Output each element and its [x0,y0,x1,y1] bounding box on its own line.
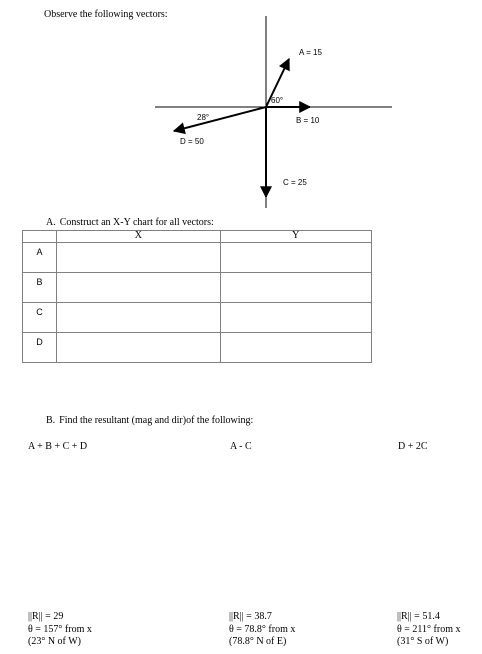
header-blank [23,231,57,243]
problem-1-answer [28,611,92,649]
vector-b-label: B = 10 [296,116,320,125]
problem-2-angle: θ = 78.8° from x [229,623,296,635]
header-y: Y [220,231,371,243]
table-header-row [23,231,372,243]
cell-b-x[interactable] [57,273,220,303]
cell-d-y[interactable] [220,333,371,363]
part-b-text: Find the resultant (mag and dir)of the following: [59,415,254,426]
vector-diagram [0,0,482,220]
cell-b-y[interactable] [220,273,371,303]
angle-d-label: 28° [197,113,210,122]
row-label-a: A [23,243,57,273]
cell-a-y[interactable] [220,243,371,273]
cell-c-x[interactable] [57,303,220,333]
vector-d-label: D = 50 [180,137,204,146]
intro-text: Observe the following vectors: [44,9,168,20]
row-label-d: D [23,333,57,363]
problem-2-magnitude: ||R|| = 38.7 [229,611,272,622]
vector-a-label: A = 15 [299,48,322,57]
table-row [23,243,372,273]
table-row [23,333,372,363]
cell-d-x[interactable] [57,333,220,363]
problem-1-angle: θ = 157° from x [28,623,92,635]
problem-2-expression: A - C [230,441,252,452]
problem-1-direction: (23° N of W) [28,636,81,647]
part-a-text: Construct an X-Y chart for all vectors: [59,217,214,228]
problem-3-answer [397,611,461,649]
problem-3-magnitude: ||R|| = 51.4 [397,611,440,622]
problem-3-expression: D + 2C [398,441,428,452]
problem-1-expression: A + B + C + D [28,441,88,452]
problem-2-answer [229,611,295,649]
xy-chart-table [22,230,372,363]
header-x: X [57,231,220,243]
cell-c-y[interactable] [220,303,371,333]
part-b-instruction [46,415,257,426]
problem-3-direction: (31° S of W) [397,636,449,647]
vector-c-label: C = 25 [283,178,307,187]
row-label-b: B [23,273,57,303]
vector-d-arrow [174,107,266,131]
table-row [23,303,372,333]
row-label-c: C [23,303,57,333]
problem-1-magnitude: ||R|| = 29 [28,611,64,622]
cell-a-x[interactable] [57,243,220,273]
part-a-instruction [46,217,218,228]
angle-a-label: 60° [271,96,284,105]
part-b-letter: B. [46,415,56,426]
table-row [23,273,372,303]
problem-3-angle: θ = 211° from x [397,623,461,635]
part-a-letter: A. [46,217,56,228]
problem-2-direction: (78.8° N of E) [229,636,287,647]
